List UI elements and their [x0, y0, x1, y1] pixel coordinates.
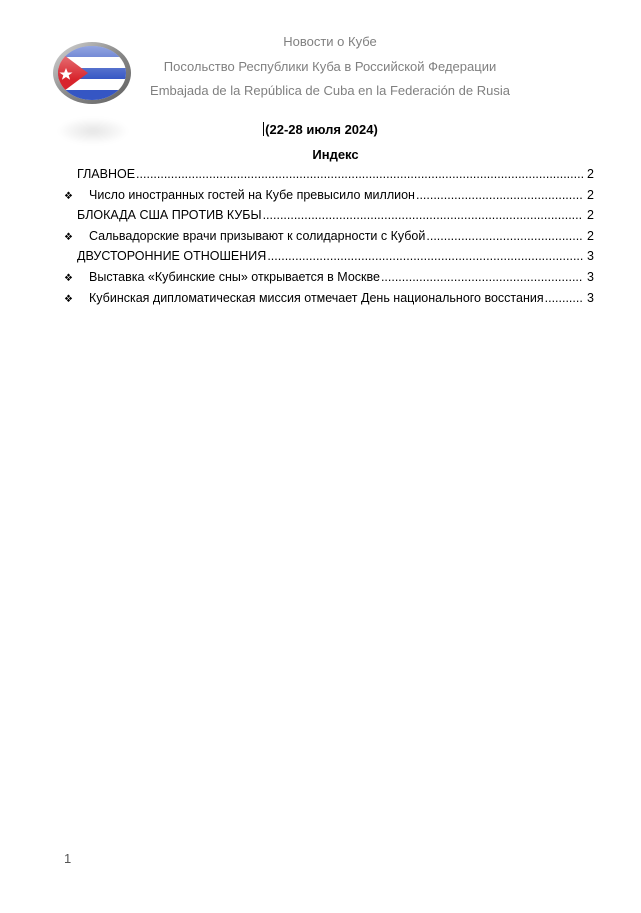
toc-item[interactable]	[64, 188, 594, 204]
toc-item-label: Кубинская дипломатическая миссия отмечает День национального восстания	[89, 291, 544, 305]
toc-page-number: 2	[587, 229, 594, 243]
diamond-bullet-icon: ❖	[64, 294, 73, 305]
toc-leader	[416, 188, 583, 202]
diamond-bullet-icon: ❖	[64, 232, 73, 243]
toc-section-label: ГЛАВНОЕ	[77, 167, 136, 181]
toc-item[interactable]	[64, 270, 594, 286]
page-number: 1	[64, 851, 72, 866]
toc-page-number: 2	[587, 167, 594, 181]
toc-leader	[545, 291, 583, 305]
diamond-bullet-icon: ❖	[64, 273, 73, 284]
toc-page-number: 2	[587, 208, 594, 222]
date-range-text: (22-28 июля 2024)	[265, 122, 378, 137]
toc-item[interactable]	[64, 291, 594, 307]
toc-item[interactable]	[64, 229, 594, 245]
toc-section[interactable]	[64, 167, 594, 183]
toc-section[interactable]	[64, 208, 594, 224]
index-title: Индекс	[312, 147, 359, 162]
date-range	[0, 122, 641, 137]
toc-page-number: 3	[587, 249, 594, 263]
toc-leader	[263, 208, 583, 222]
toc-leader	[381, 270, 583, 284]
toc-leader	[426, 229, 583, 243]
header-embassy-ru: Посольство Республики Куба в Российской Федерации	[163, 59, 497, 74]
text-cursor	[263, 122, 264, 136]
toc-section-label: ДВУСТОРОННИЕ ОТНОШЕНИЯ	[77, 249, 267, 263]
header-embassy-es: Embajada de la República de Cuba en la Federación de Rusia	[150, 83, 510, 98]
toc-leader	[136, 167, 583, 181]
toc-section[interactable]	[64, 249, 594, 265]
toc-page-number: 3	[587, 270, 594, 284]
toc-item-label: Выставка «Кубинские сны» открывается в Москве	[89, 270, 380, 284]
toc-leader	[267, 249, 583, 263]
cuban-flag-badge-icon	[52, 40, 132, 106]
toc-section-label: БЛОКАДА США ПРОТИВ КУБЫ	[77, 208, 262, 222]
header-title: Новости о Кубе	[283, 34, 377, 49]
toc-page-number: 3	[587, 291, 594, 305]
toc-item-label: Число иностранных гостей на Кубе превысило миллион	[89, 188, 415, 202]
toc-page-number: 2	[587, 188, 594, 202]
toc-item-label: Сальвадорские врачи призывают к солидарности с Кубой	[89, 229, 426, 243]
diamond-bullet-icon: ❖	[64, 191, 73, 202]
